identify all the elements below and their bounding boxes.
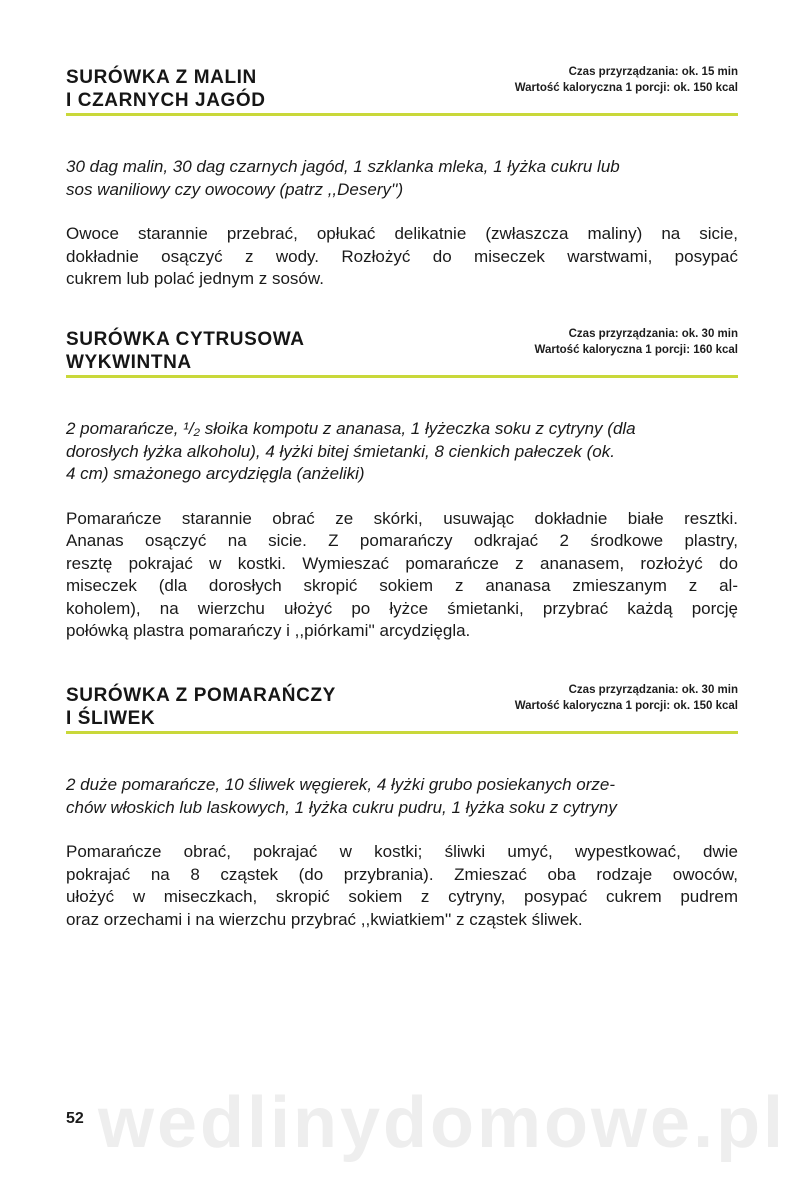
instructions-line: pokrajać na 8 cząstek (do przybrania). Zmieszać oba rodzaje owoców,: [66, 864, 738, 884]
ingredients-line: 2 pomarańcze, ¹/₂ słoika kompotu z ananasa, 1 łyżeczka soku z cytryny (dla: [66, 419, 636, 438]
calories: Wartość kaloryczna 1 porcji: ok. 150 kcal: [514, 82, 738, 94]
instructions-line: połówką plastra pomarańczy i ,,piórkami'' arcydzięgla.: [66, 621, 471, 640]
prep-time: Czas przyrządzania: ok. 15 min: [568, 66, 738, 78]
recipe-title-line: SURÓWKA Z POMARAŃCZY: [66, 685, 336, 706]
recipe-title: [66, 66, 266, 112]
ingredients-line: 30 dag malin, 30 dag czarnych jagód, 1 szklanka mleka, 1 łyżka cukru lub: [66, 157, 620, 176]
recipe-title-line: I ŚLIWEK: [66, 708, 156, 729]
prep-time: Czas przyrządzania: ok. 30 min: [568, 684, 738, 696]
instructions: [66, 508, 738, 643]
recipe-citrus: [66, 324, 738, 643]
recipe-header: [66, 62, 738, 114]
recipe-raspberry-blueberry: [66, 62, 738, 291]
instructions-line: Owoce starannie przebrać, opłukać delikatnie (zwłaszcza maliny) na sicie,: [66, 224, 738, 243]
recipe-title: [66, 328, 305, 374]
prep-time: Czas przyrządzania: ok. 30 min: [568, 328, 738, 340]
ingredients-line: sos waniliowy czy owocowy (patrz ,,Desery''): [66, 179, 404, 199]
instructions-line: cukrem lub polać jednym z sosów.: [66, 269, 324, 288]
instructions-line: dokładnie osączyć z wody. Rozłożyć do miseczek warstwami, posypać: [66, 246, 738, 266]
instructions-line: Pomarańcze starannie obrać ze skórki, usuwając dokładnie białe resztki.: [66, 508, 738, 528]
recipe-header: [66, 324, 738, 376]
ingredients-line: 2 duże pomarańcze, 10 śliwek węgierek, 4 łyżki grubo posiekanych orze-: [66, 775, 615, 794]
recipe-title-line: I CZARNYCH JAGÓD: [66, 90, 266, 111]
recipe-title-line: SURÓWKA Z MALIN: [66, 67, 257, 88]
recipe-title-line: SURÓWKA CYTRUSOWA: [66, 329, 305, 350]
divider-rule: [66, 113, 738, 116]
instructions: [66, 223, 738, 291]
divider-rule: [66, 375, 738, 378]
ingredients-line: 4 cm) smażonego arcydzięgla (anżeliki): [66, 464, 365, 483]
instructions-line: resztę pokrajać w kostki. Wymieszać pomarańcze z ananasem, rozłożyć do: [66, 553, 738, 573]
recipe-meta: [515, 682, 738, 714]
calories: Wartość kaloryczna 1 porcji: ok. 150 kcal: [514, 700, 738, 712]
instructions-line: miseczek (dla dorosłych skropić sokiem z ananasa zmieszanym z al-: [66, 576, 738, 595]
divider-rule: [66, 731, 738, 734]
recipe-orange-plum: [66, 680, 738, 931]
calories: Wartość kaloryczna 1 porcji: 160 kcal: [534, 344, 738, 356]
instructions-line: Ananas osączyć na sicie. Z pomarańczy odkrajać 2 środkowe plastry,: [66, 531, 738, 550]
recipe-title: [66, 684, 336, 730]
instructions-line: ułożyć w miseczkach, skropić sokiem z cytryny, posypać cukrem pudrem: [66, 887, 738, 906]
watermark: wedlinydomowe.pl: [98, 1083, 787, 1163]
recipe-title-line: WYKWINTNA: [66, 352, 192, 373]
ingredients-line: dorosłych łyżka alkoholu), 4 łyżki bitej śmietanki, 8 cienkich pałeczek (ok.: [66, 441, 615, 461]
ingredients: [66, 418, 738, 486]
instructions-line: oraz orzechami i na wierzchu przybrać ,,kwiatkiem'' z cząstek śliwek.: [66, 909, 583, 929]
instructions: [66, 841, 738, 931]
recipe-header: [66, 680, 738, 732]
recipe-meta: [535, 326, 738, 358]
instructions-line: koholem), na wierzchu ułożyć po łyżce śmietanki, przybrać każdą porcję: [66, 598, 738, 618]
ingredients: [66, 156, 738, 201]
instructions-line: Pomarańcze obrać, pokrajać w kostki; śliwki umyć, wypestkować, dwie: [66, 842, 738, 861]
page-number: 52: [66, 1110, 84, 1127]
recipe-meta: [515, 64, 738, 96]
ingredients: [66, 774, 738, 819]
ingredients-line: chów włoskich lub laskowych, 1 łyżka cukru pudru, 1 łyżka soku z cytryny: [66, 797, 617, 817]
